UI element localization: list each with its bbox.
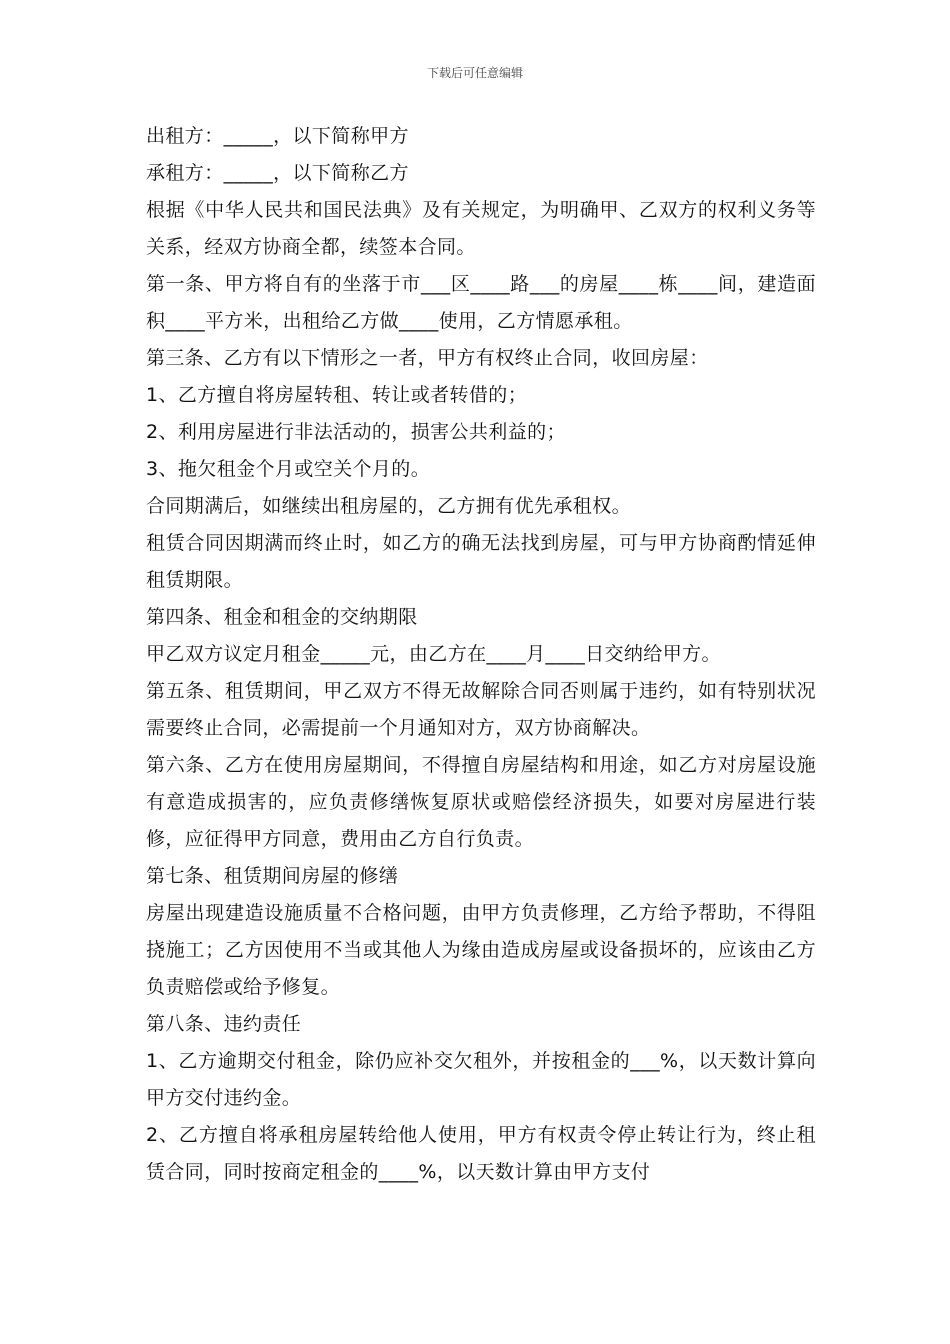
paragraph-rent-amount: 甲乙双方议定月租金_____元，由乙方在____月____日交纳给甲方。 <box>146 643 721 665</box>
paragraph-lessee: 承租方：_____，以下简称乙方 <box>146 162 409 184</box>
paragraph-article-8: 第八条、违约责任 <box>146 1013 302 1035</box>
paragraph-article-6: 第六条、乙方在使用房屋期间，不得擅自房屋结构和用途，如乙方对房屋设施有意造成损害的，应负责修缮恢复原状或赔偿经济损失，如要对房屋进行装修，应征得甲方同意，费用由乙方自行负责。 <box>146 754 816 850</box>
paragraph-preamble: 根据《中华人民共和国民法典》及有关规定，为明确甲、乙双方的权利义务等关系，经双方协商全都，续签本合同。 <box>146 199 816 258</box>
paragraph-article-8-item-2: 2、乙方擅自将承租房屋转给他人使用，甲方有权责令停止转让行为，终止租赁合同，同时按商定租金的____%，以天数计算由甲方支付 <box>146 1124 816 1183</box>
paragraph-article-3-item-1: 1、乙方擅自将房屋转租、转让或者转借的； <box>146 384 528 406</box>
paragraph-repairs: 房屋出现建造设施质量不合格问题，由甲方负责修理，乙方给予帮助，不得阻挠施工；乙方因使用不当或其他人为缘由造成房屋或设备损坏的，应该由乙方负责赔偿或给予修复。 <box>146 902 816 998</box>
paragraph-article-3-item-2: 2、利用房屋进行非法活动的，损害公共利益的； <box>146 421 566 443</box>
paragraph-article-4: 第四条、租金和租金的交纳期限 <box>146 606 418 628</box>
page-header: 下载后可任意编辑 <box>426 66 523 80</box>
paragraph-article-7: 第七条、租赁期间房屋的修缮 <box>146 865 399 887</box>
paragraph-extension: 租赁合同因期满而终止时，如乙方的确无法找到房屋，可与甲方协商酌情延伸租赁期限。 <box>146 532 816 591</box>
paragraph-article-1: 第一条、甲方将自有的坐落于市___区____路___的房屋____栋____间，建造面积____平方米，出租给乙方做____使用，乙方情愿承租。 <box>146 273 816 332</box>
contract-body <box>146 118 816 1191</box>
paragraph-article-5: 第五条、租赁期间，甲乙双方不得无故解除合同否则属于违约，如有特别状况需要终止合同，必需提前一个月通知对方，双方协商解决。 <box>146 680 816 739</box>
paragraph-lessor: 出租方：_____，以下简称甲方 <box>146 125 409 147</box>
paragraph-article-3: 第三条、乙方有以下情形之一者，甲方有权终止合同，收回房屋： <box>146 347 709 369</box>
paragraph-priority-right: 合同期满后，如继续出租房屋的，乙方拥有优先承租权。 <box>146 495 632 517</box>
paragraph-article-8-item-1: 1、乙方逾期交付租金，除仍应补交欠租外，并按租金的___%，以天数计算向甲方交付违约金。 <box>146 1050 816 1109</box>
paragraph-article-3-item-3: 3、拖欠租金个月或空关个月的。 <box>146 458 431 480</box>
